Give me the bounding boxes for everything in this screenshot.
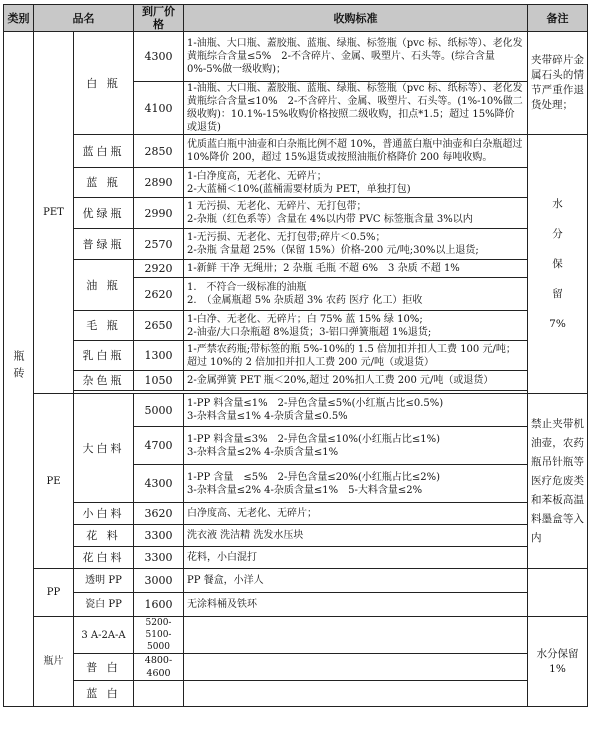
item-name: 普绿瓶	[74, 229, 134, 260]
price-table	[3, 4, 588, 707]
item-standard: 1-PP 含量 ≤5% 2-异色含量≤20%(小红瓶占比≤2%) 3-杂料含量≤2% 4-杂质含量≤1% 5-大料含量≤2%	[184, 465, 528, 503]
item-standard: 1. 不符合一级标准的油瓶 2. （金属瓶超 5% 杂质超 3% 农药 医疗 化工）拒收	[184, 278, 528, 311]
item-price: 5000	[134, 394, 184, 427]
item-name: 普 白	[74, 654, 134, 681]
item-standard: 优质蓝白瓶中油壶和白杂瓶比例不超 10%，普通蓝白瓶中油壶和白杂瓶超过 10%降价 200，超过 15%退货或按照油瓶价格降价 200 每吨收购。	[184, 135, 528, 168]
item-price: 3300	[134, 547, 184, 569]
header-standard: 收购标准	[184, 5, 528, 32]
item-name: 透明 PP	[74, 569, 134, 593]
item-name: 瓷白 PP	[74, 593, 134, 617]
table-row	[4, 341, 588, 371]
group-pet: PET	[34, 32, 74, 394]
item-price: 2620	[134, 278, 184, 311]
item-name: 蓝 瓶	[74, 168, 134, 198]
item-standard: 2-金属弹簧 PET 瓶＜20%,超过 20%扣人工费 200 元/吨（或退货）	[184, 371, 528, 391]
item-price: 4700	[134, 427, 184, 465]
item-standard	[184, 654, 528, 681]
item-name: 大白料	[74, 394, 134, 503]
item-name: 蓝白瓶	[74, 135, 134, 168]
item-name: 油 瓶	[74, 260, 134, 311]
item-name: 蓝 白	[74, 681, 134, 707]
item-price: 4800-4600	[134, 654, 184, 681]
item-price: 2570	[134, 229, 184, 260]
note-pet-top: 夹带碎片金属石头的情节严重作退货处理；	[528, 32, 588, 135]
item-price: 4100	[134, 82, 184, 135]
header-price: 到厂价格	[134, 5, 184, 32]
note-pet-moisture: 水 分 保 留 7%	[528, 135, 588, 394]
item-name: 3 A-2A-A	[74, 617, 134, 654]
note-pp	[528, 569, 588, 617]
table-row	[4, 311, 588, 341]
item-standard: 1-PP 料含量≤1% 2-异色含量≤5%(小红瓶占比≤0.5%) 3-杂料含量≤1% 4-杂质含量≤0.5%	[184, 394, 528, 427]
group-pp: PP	[34, 569, 74, 617]
item-name: 毛 瓶	[74, 311, 134, 341]
item-price: 4300	[134, 32, 184, 82]
table-row	[4, 593, 588, 617]
table-row	[4, 617, 588, 654]
item-price: 5200-5100- 5000	[134, 617, 184, 654]
table-row	[4, 371, 588, 391]
item-price: 2890	[134, 168, 184, 198]
item-name: 白 瓶	[74, 32, 134, 135]
item-price: 1600	[134, 593, 184, 617]
item-standard: 花料，小白混打	[184, 547, 528, 569]
item-name: 花 料	[74, 525, 134, 547]
item-standard: 1 无污损、无老化、无碎片、无打包带； 2-杂瓶（红色系等）含量在 4%以内带 PVC 标签瓶含量 3%以内	[184, 198, 528, 229]
item-price: 3300	[134, 525, 184, 547]
item-standard: 1-油瓶、大口瓶、蓋胶瓶、蓝瓶、绿瓶、标签瓶（pvc 标、纸标等）、老化发黄瓶综合含量≤10% 2-不含碎片、金属、吸塑片、石头等。(1%-10%做二级收购)：10.1%-15%收购价格按照二级收购，扣点*1.5；超过 15%降价或退货)	[184, 82, 528, 135]
item-name: 花白料	[74, 547, 134, 569]
item-price: 2920	[134, 260, 184, 278]
item-standard: 1-PP 料含量≤3% 2-异色含量≤10%(小红瓶占比≤1%) 3-杂料含量≤2% 4-杂质含量≤1%	[184, 427, 528, 465]
table-row	[4, 503, 588, 525]
table-row	[4, 394, 588, 427]
table-header-row	[4, 5, 588, 32]
item-price: 2650	[134, 311, 184, 341]
table-row	[4, 135, 588, 168]
item-standard	[184, 617, 528, 654]
item-price: 2850	[134, 135, 184, 168]
table-row	[4, 654, 588, 681]
item-standard: 1-白净度高，无老化、无碎片； 2-大蓝桶＜10%(蓝桶需要材质为 PET，单独打包)	[184, 168, 528, 198]
table-row	[4, 547, 588, 569]
item-price: 3620	[134, 503, 184, 525]
table-row	[4, 229, 588, 260]
note-flakes: 水分保留 1%	[528, 617, 588, 707]
item-standard: 白净度高、无老化、无碎片；	[184, 503, 528, 525]
item-price: 2990	[134, 198, 184, 229]
item-name: 优绿瓶	[74, 198, 134, 229]
header-category: 类别	[4, 5, 34, 32]
group-pe: PE	[34, 394, 74, 569]
item-price: 4300	[134, 465, 184, 503]
item-standard: PP 餐盒，小洋人	[184, 569, 528, 593]
item-price: 1050	[134, 371, 184, 391]
item-standard: 1-严禁农药瓶;带标签的瓶 5%-10%的 1.5 倍加扣并扣人工费 100 元/吨；超过 10%的 2 倍加扣并扣人工费 200 元/吨（或退货）	[184, 341, 528, 371]
item-standard: 1-油瓶、大口瓶、蓋胶瓶、蓝瓶、绿瓶、标签瓶（pvc 标、纸标等）、老化发黄瓶综合含量≤5% 2-不含碎片、金属、吸塑片、石头等。(综合含量 0%-5%做一级收购)；	[184, 32, 528, 82]
item-standard	[184, 681, 528, 707]
item-price: 1300	[134, 341, 184, 371]
item-name: 小白料	[74, 503, 134, 525]
item-standard: 1-无污损、无老化、无打包带;碎片＜0.5%； 2-杂瓶 含量超 25%（保留 15%）价格-200 元/吨;30%以上退货;	[184, 229, 528, 260]
note-pe: 禁止夹带机油壶，农药瓶吊针瓶等医疗危废类和苯板高温料墨盒等入内	[528, 394, 588, 569]
table-row	[4, 32, 588, 82]
item-name: 乳白瓶	[74, 341, 134, 371]
item-standard: 无涂料桶及铁环	[184, 593, 528, 617]
table-row	[4, 569, 588, 593]
item-price: 3000	[134, 569, 184, 593]
item-standard: 1-新鲜 干净 无绳卅；2 杂瓶 毛瓶 不超 6% 3 杂质 不超 1%	[184, 260, 528, 278]
table-row	[4, 198, 588, 229]
table-row	[4, 525, 588, 547]
item-standard: 1-白净、无老化、无碎片；白 75% 蓝 15% 绿 10%; 2-油壶/大口杂瓶超 8%退货；3-铝口弹簧瓶超 1%退货;	[184, 311, 528, 341]
group-flakes: 瓶片	[34, 617, 74, 707]
header-note: 备注	[528, 5, 588, 32]
table-row	[4, 168, 588, 198]
item-price	[134, 681, 184, 707]
category-main: 瓶砖	[4, 32, 34, 707]
table-row	[4, 681, 588, 707]
header-name: 品名	[34, 5, 134, 32]
item-standard: 洗衣液 洗洁精 洗发水压块	[184, 525, 528, 547]
table-row	[4, 260, 588, 278]
item-name: 杂色瓶	[74, 371, 134, 391]
